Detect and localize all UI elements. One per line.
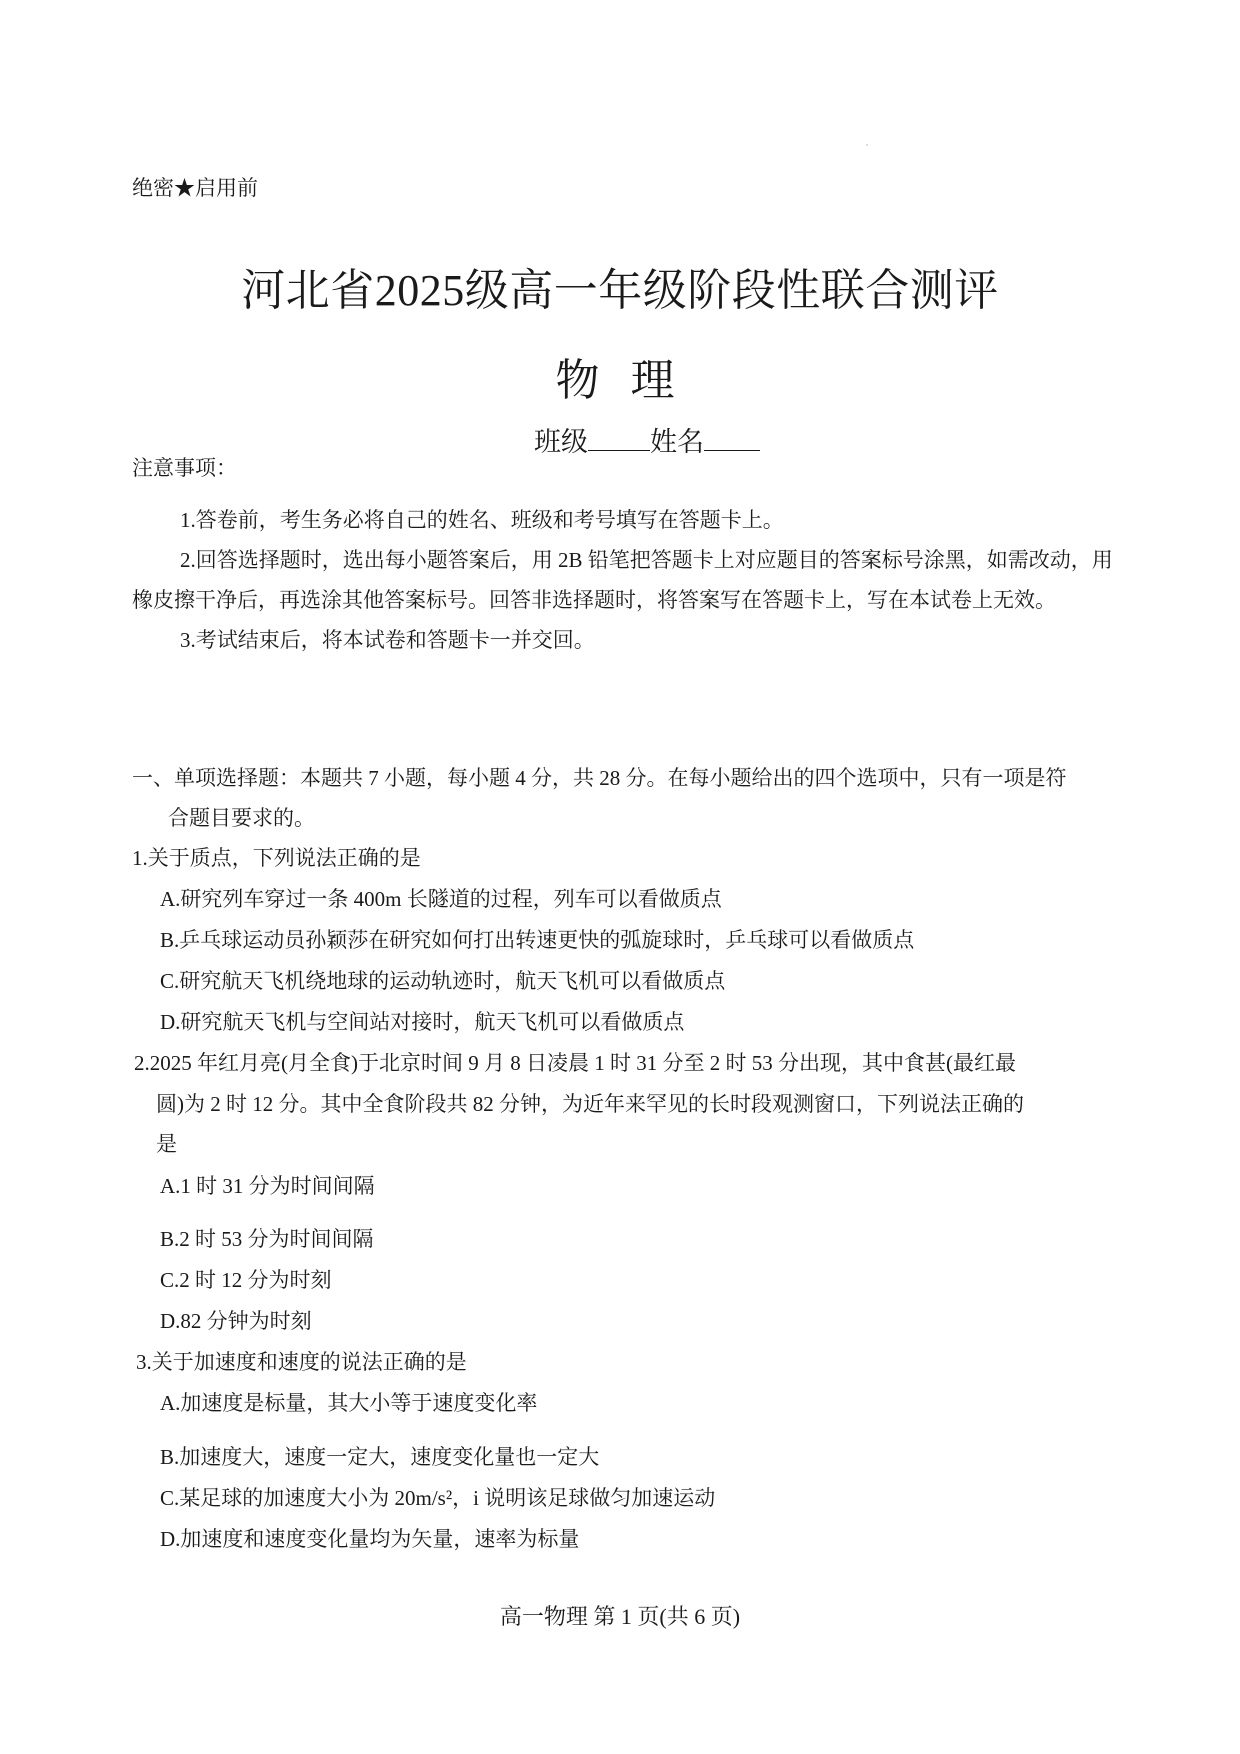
question-option: C.某足球的加速度大小为 20m/s²，i 说明该足球做匀加速运动 (160, 1486, 716, 1510)
exam-title: 河北省2025级高一年级阶段性联合测评 (241, 266, 999, 315)
confidential-mark: 绝密★启用前 (132, 176, 258, 200)
class-name-line (534, 420, 760, 459)
question-option: A.研究列车穿过一条 400m 长隧道的过程，列车可以看做质点 (160, 887, 722, 911)
question-stem: 圆)为 2 时 12 分。其中全食阶段共 82 分钟，为近年来罕见的长时段观测窗口，下列说法正确的 (156, 1092, 1024, 1116)
question-option: B.2 时 53 分为时间间隔 (160, 1227, 374, 1251)
notice-list (132, 500, 1122, 660)
notice-item: 1.答卷前，考生务必将自己的姓名、班级和考号填写在答题卡上。 (180, 508, 784, 532)
question-stem: 1.关于质点，下列说法正确的是 (132, 846, 421, 870)
question-option: A.1 时 31 分为时间间隔 (160, 1174, 375, 1198)
question-option: C.2 时 12 分为时刻 (160, 1268, 332, 1292)
class-blank (588, 426, 650, 451)
name-label: 姓名 (650, 427, 704, 457)
section-heading (132, 758, 1122, 838)
name-blank (704, 426, 760, 451)
question-stem: 2.2025 年红月亮(月全食)于北京时间 9 月 8 日凌晨 1 时 31 分至 2 时 53 分出现，其中食甚(最红最 (134, 1051, 1016, 1075)
notice-heading: 注意事项： (132, 456, 237, 480)
scan-speck (866, 144, 868, 146)
question-option: D.研究航天飞机与空间站对接时，航天飞机可以看做质点 (160, 1010, 685, 1034)
question-option: D.加速度和速度变化量均为矢量，速率为标量 (160, 1527, 580, 1551)
question-option: B.加速度大，速度一定大，速度变化量也一定大 (160, 1445, 600, 1469)
question-option: C.研究航天飞机绕地球的运动轨迹时，航天飞机可以看做质点 (160, 969, 726, 993)
page-footer: 高一物理 第 1 页(共 6 页) (499, 1604, 741, 1629)
subject-title: 物 理 (555, 356, 685, 405)
section-heading-line: 合题目要求的。 (168, 806, 315, 830)
question-option: B.乒乓球运动员孙颖莎在研究如何打出转速更快的弧旋球时，乒乓球可以看做质点 (160, 928, 915, 952)
question-option: A.加速度是标量，其大小等于速度变化率 (160, 1391, 538, 1415)
class-label: 班级 (534, 427, 588, 457)
question-stem: 是 (156, 1132, 177, 1156)
question-option: D.82 分钟为时刻 (160, 1309, 312, 1333)
notice-item: 2.回答选择题时，选出每小题答案后，用 2B 铅笔把答题卡上对应题目的答案标号涂黑，如需改动，用橡皮擦干净后，再选涂其他答案标号。回答非选择题时，将答案写在答题卡上，写在本试卷上无效。 (132, 548, 1113, 612)
notice-item: 3.考试结束后，将本试卷和答题卡一并交回。 (180, 628, 595, 652)
question-stem: 3.关于加速度和速度的说法正确的是 (136, 1350, 467, 1374)
section-heading-line: 一、单项选择题：本题共 7 小题，每小题 4 分，共 28 分。在每小题给出的四个选项中，只有一项是符 (132, 766, 1067, 790)
